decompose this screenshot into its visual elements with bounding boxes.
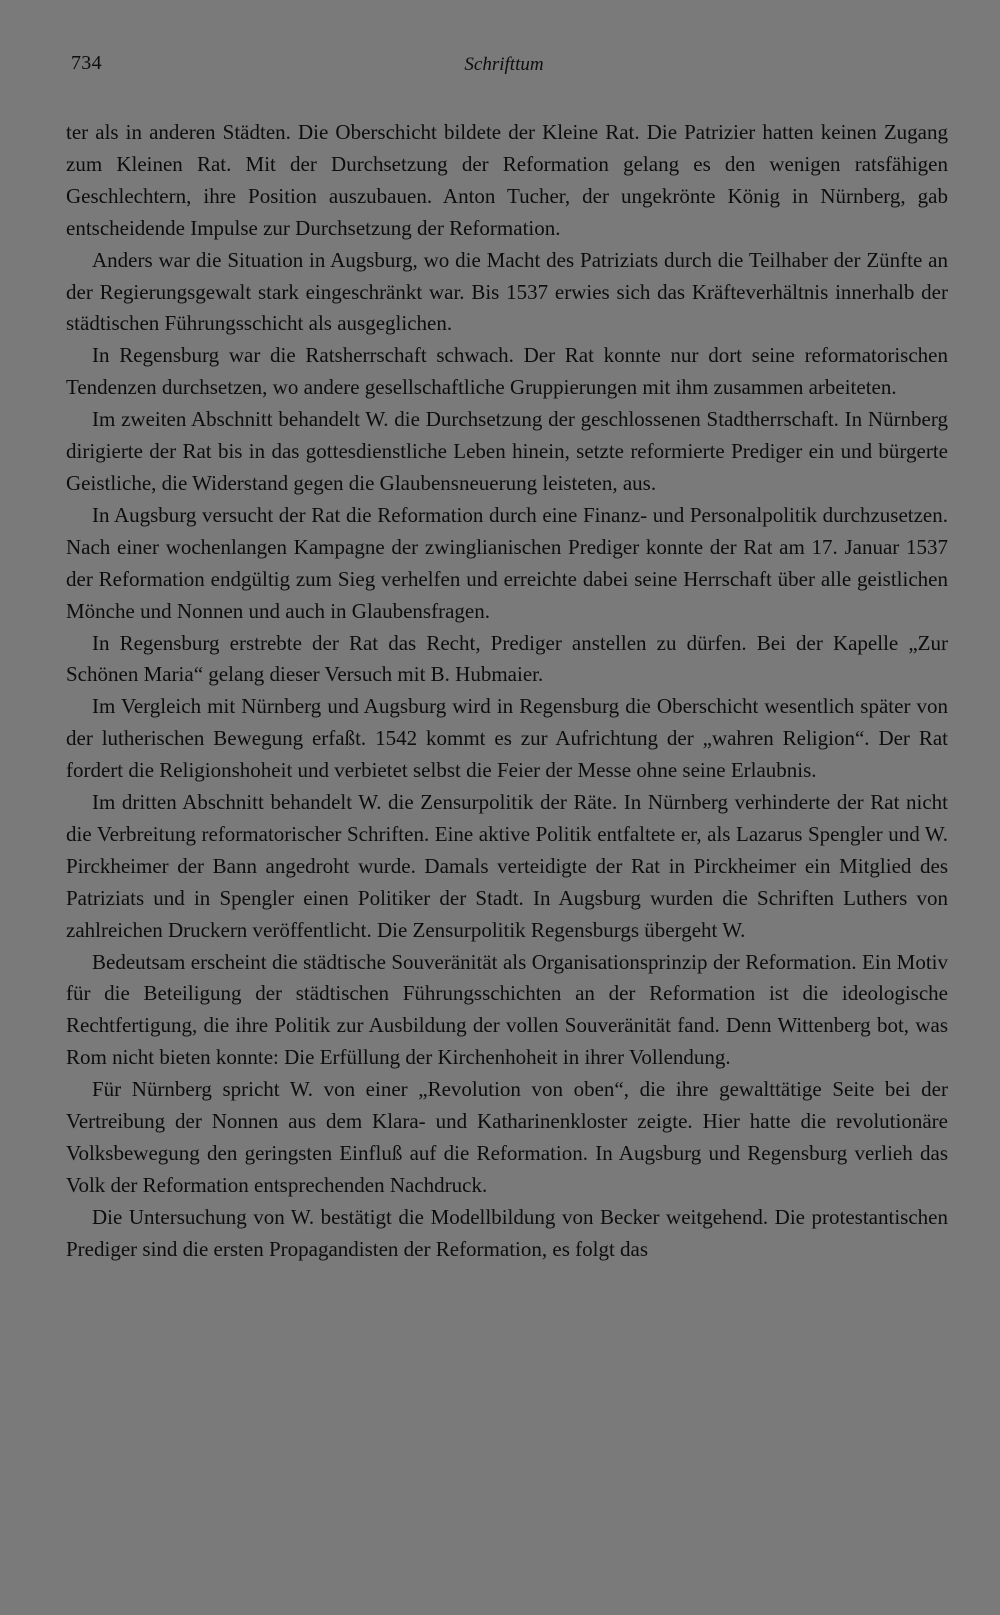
paragraph: Die Untersuchung von W. bestätigt die Modellbildung von Becker weitgehend. Die protestantischen Prediger sind die ersten Propagandisten der Reformation, es folgt das bbox=[66, 1204, 948, 1261]
paragraph: Im Vergleich mit Nürnberg und Augsburg wird in Regensburg die Oberschicht wesentlich später von der lutherischen Bewegung erfaßt. 1542 kommt es zur Aufrichtung der „wahren Religion“. Der Rat fordert die Religionshoheit und verbietet selbst die Feier der Messe ohne seine Erlaubnis. bbox=[66, 694, 948, 783]
paragraph: Bedeutsam erscheint die städtische Souveränität als Organisationsprinzip der Reformation. Ein Motiv für die Beteiligung der städtischen Führungsschichten an der Reformation ist die ideologische Rechtfertigung, die ihre Politik zur Ausbildung der vollen Souveränität fand. Denn Wittenberg bot, was Rom nicht bieten konnte: Die Erfüllung der Kirchenhoheit in ihrer Vollendung. bbox=[66, 949, 948, 1070]
paragraph: Im zweiten Abschnitt behandelt W. die Durchsetzung der geschlossenen Stadtherrschaft. In Nürnberg dirigierte der Rat bis in das gottesdienstliche Leben hinein, setzte reformierte Prediger ein und bürgerte Geistliche, die Widerstand gegen die Glaubensneuerung leisteten, aus. bbox=[66, 407, 948, 495]
body-text bbox=[66, 117, 948, 1266]
page-header bbox=[68, 52, 940, 82]
paragraph: In Regensburg erstrebte der Rat das Recht, Prediger anstellen zu dürfen. Bei der Kapelle „Zur Schönen Maria“ gelang dieser Versuch mit B. Hubmaier. bbox=[66, 630, 948, 687]
paragraph: Anders war die Situation in Augsburg, wo die Macht des Patriziats durch die Teilhaber der Zünfte an der Regierungsgewalt stark eingeschränkt war. Bis 1537 erwies sich das Kräfteverhältnis innerhalb der städtischen Führungsschicht als ausgeglichen. bbox=[66, 247, 948, 336]
paragraph: In Regensburg war die Ratsherrschaft schwach. Der Rat konnte nur dort seine reformatorischen Tendenzen durchsetzen, wo andere gesellschaftliche Gruppierungen mit ihm zusammen arbeiteten. bbox=[66, 343, 948, 400]
page-number: 734 bbox=[71, 52, 102, 74]
paragraph: Im dritten Abschnitt behandelt W. die Zensurpolitik der Räte. In Nürnberg verhinderte der Rat nicht die Verbreitung reformatorischer Schriften. Eine aktive Politik entfaltete er, als Lazarus Spengler und W. Pirckheimer der Bann angedroht wurde. Damals verteidigte der Rat in Pirckheimer ein Mitglied des Patriziats und in Spengler einen Politiker der Stadt. In Augsburg wurden die Schriften Luthers von zahlreichen Druckern veröffentlicht. Die Zensurpolitik Regensburgs übergeht W. bbox=[66, 790, 948, 942]
paragraph: Für Nürnberg spricht W. von einer „Revolution von oben“, die ihre gewalttätige Seite bei der Vertreibung der Nonnen aus dem Klara- und Katharinenkloster zeigte. Hier hatte die revolutionäre Volksbewegung den geringsten Einfluß auf die Reformation. In Augsburg und Regensburg verlieh das Volk der Reformation entsprechenden Nachdruck. bbox=[66, 1077, 948, 1197]
paragraph: In Augsburg versucht der Rat die Reformation durch eine Finanz- und Personalpolitik durchzusetzen. Nach einer wochenlangen Kampagne der zwinglianischen Prediger konnte der Rat am 17. Januar 1537 der Reformation endgültig zum Sieg verhelfen und erreichte dabei seine Herrschaft über alle geistlichen Mönche und Nonnen und auch in Glaubensfragen. bbox=[66, 502, 948, 623]
running-title: Schrifttum bbox=[464, 54, 544, 75]
paragraph: ter als in anderen Städten. Die Oberschicht bildete der Kleine Rat. Die Patrizier hatten keinen Zugang zum Kleinen Rat. Mit der Durchsetzung der Reformation gelang es den wenigen ratsfähigen Geschlechtern, ihre Position auszubauen. Anton Tucher, der ungekrönte König in Nürnberg, gab entscheidende Impulse zur Durchsetzung der Reformation. bbox=[66, 120, 948, 240]
